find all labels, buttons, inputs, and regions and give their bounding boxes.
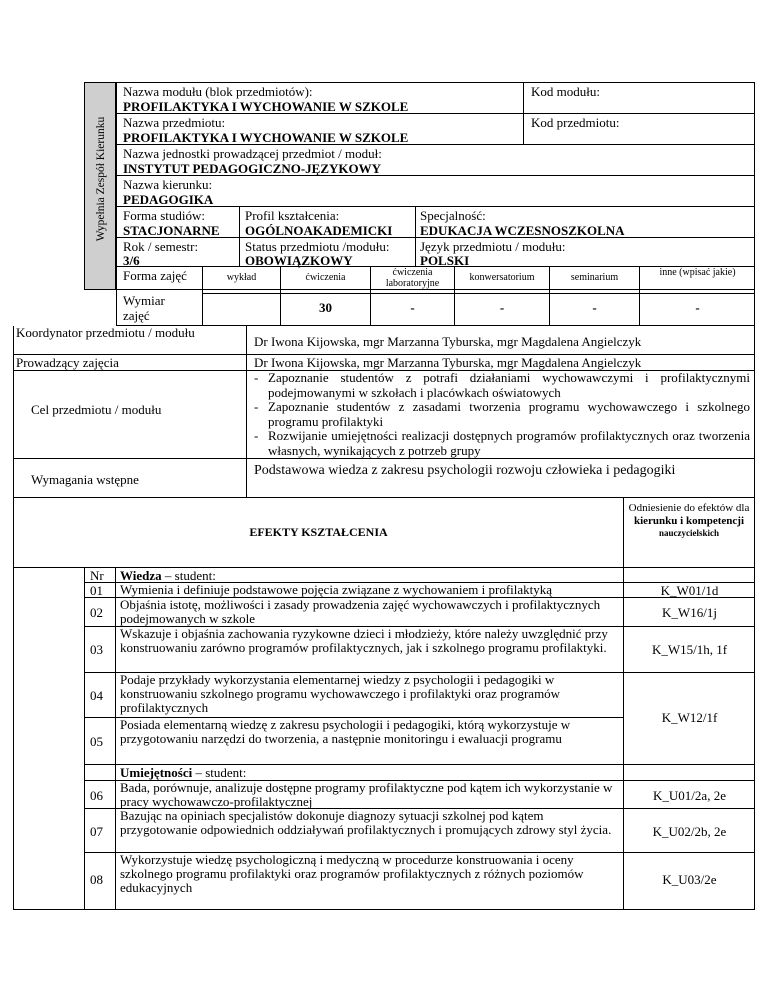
field-value: PEDAGOGIKA — [123, 192, 214, 207]
row-nr: 04 — [90, 688, 103, 703]
ref-header — [626, 502, 752, 540]
row-text: Objaśnia istotę, możliwości i zasady prowadzenia zajęć wychowawczych i profilaktycznych podejmowanych w szkole — [120, 597, 601, 627]
row-text: Wykorzystuje wiedzę psychologiczną i medyczną w procedurze konstruowania i oceny szkolnego programu profilaktyki oraz programów profilaktycznych z różnych poziomów edukacyjnych — [120, 852, 584, 896]
hours-exercises: 30 — [319, 300, 332, 315]
classes-label: Forma zajęć — [123, 268, 187, 283]
skills-header — [120, 765, 246, 780]
hours-conversatory: - — [499, 300, 505, 315]
effects-title: EFEKTY KSZTAŁCENIA — [249, 525, 388, 539]
knowledge-label: Wiedza — [120, 568, 162, 583]
sidebar-label: Wypełnia Zespół Kierunku — [95, 116, 107, 242]
skills-label: Umiejętności — [120, 765, 193, 780]
study-form-label: Forma studiów: — [123, 208, 205, 223]
row-ref: K_W15/1h, 1f — [651, 642, 728, 657]
type-conversatory: konwersatorium — [469, 272, 535, 283]
requirements-value: Podstawowa wiedza z zakresu psychologii rozwoju człowieka i pedagogiki — [254, 463, 676, 478]
ref-header-line3: nauczycielskich — [659, 528, 719, 538]
divider — [84, 568, 85, 910]
hours-seminar: - — [592, 300, 597, 315]
type-seminar: seminarium — [570, 272, 619, 283]
year-value: 3/6 — [123, 253, 140, 268]
language-value: POLSKI — [420, 253, 470, 268]
specialty-label: Specjalność: — [420, 208, 486, 223]
year-label: Rok / semestr: — [123, 239, 199, 254]
divider — [246, 326, 247, 498]
goals-label: Cel przedmiotu / modułu — [31, 402, 162, 417]
nr-label: Nr — [90, 568, 104, 583]
profile-label: Profil kształcenia: — [245, 208, 340, 223]
row-ref: K_U02/2b, 2e — [652, 824, 727, 839]
coordinator-label: Koordynator przedmiotu / modułu — [16, 325, 195, 340]
ref-header-line1: Odniesienie do efektów dla — [628, 502, 750, 514]
row-text: Podaje przykłady wykorzystania elementarnej wiedzy z psychologii i pedagogiki w konstruowaniu szkolnego programu wychowawczego i profilaktyki oraz programów profilaktycznych — [120, 672, 561, 716]
study-form-value: STACJONARNE — [123, 223, 220, 238]
divider — [13, 458, 755, 459]
unit-label: Nazwa jednostki prowadzącej przedmiot / moduł: — [123, 146, 382, 161]
type-other: inne (wpisać jakie) — [659, 267, 736, 278]
divider — [623, 498, 624, 568]
knowledge-header — [120, 568, 216, 583]
divider — [239, 206, 240, 266]
subject-code-label: Kod przedmiotu: — [531, 115, 620, 130]
language-label: Język przedmiotu / modułu: — [420, 239, 566, 254]
module-code-label: Kod modułu: — [531, 84, 600, 99]
hours-lab: - — [410, 300, 415, 315]
row-nr: 02 — [90, 605, 103, 620]
row-nr: 07 — [90, 824, 103, 839]
row-text: Posiada elementarną wiedzę z zakresu psychologii i pedagogiki, którą wykorzystuje w przygotowaniu narzędzi do tworzenia, a następnie monitoringu i ewaluacji programu — [120, 717, 571, 747]
coordinator-value: Dr Iwona Kijowska, mgr Marzanna Tyburska, mgr Magdalena Angielczyk — [254, 334, 642, 349]
type-lab: ćwiczenia laboratoryjne — [385, 267, 440, 289]
hours-label: Wymiar zajęć — [123, 293, 165, 323]
unit-value: INSTYTUT PEDAGOGICZNO-JĘZYKOWY — [123, 161, 381, 176]
row-text: Bada, porównuje, analizuje dostępne programy profilaktyczne pod kątem ich wykorzystanie w pracy wychowawczo-profilaktycznej — [120, 780, 613, 810]
subject-label: Nazwa przedmiotu: — [123, 115, 226, 130]
row-nr: 05 — [90, 734, 103, 749]
type-exercises: ćwiczenia — [305, 272, 346, 283]
row-ref: K_W12/1f — [661, 710, 718, 725]
divider — [115, 568, 116, 910]
sidebar-strip — [84, 82, 116, 290]
row-text: Wymienia i definiuje podstawowe pojęcia związane z wychowaniem i profilaktyką — [120, 582, 553, 597]
profile-value: OGÓLNOAKADEMICKI — [245, 223, 393, 238]
ref-header-line2: kierunku i kompetencji — [633, 514, 744, 527]
divider — [415, 206, 416, 266]
subject-value: PROFILAKTYKA I WYCHOWANIE W SZKOLE — [123, 130, 409, 145]
module-label: Nazwa modułu (blok przedmiotów): — [123, 84, 313, 99]
goal-item: - Rozwijanie umiejętności realizacji dostępnych programów profilaktycznych oraz tworzenia własnych, wynikających z potrzeb grupy — [250, 429, 750, 458]
knowledge-suffix: – student: — [161, 568, 216, 583]
row-ref: K_W16/1j — [662, 605, 717, 620]
goal-item: - Zapoznanie studentów z zasadami tworzenia programu wychowawczego i szkolnego programu profilaktyki — [250, 400, 750, 429]
skills-suffix: – student: — [192, 765, 247, 780]
row-nr: 08 — [90, 872, 103, 887]
row-ref: K_U01/2a, 2e — [653, 788, 726, 803]
goal-item: - Zapoznanie studentów z potrafi działaniami wychowawczymi i profilaktycznymi podejmowanymi w szkołach i placówkach oświatowych — [250, 371, 750, 400]
row-text: Wskazuje i objaśnia zachowania ryzykowne dzieci i młodzieży, które należy uwzględnić przy konstruowaniu zarówno programów profilaktycznych, jak i szkolnego programu profilaktyki. — [120, 626, 608, 656]
type-lecture: wykład — [226, 272, 257, 283]
status-label: Status przedmiotu /modułu: — [245, 239, 390, 254]
row-ref: K_W01/1d — [660, 583, 719, 598]
row-nr: 06 — [90, 788, 103, 803]
requirements-label: Wymagania wstępne — [31, 472, 139, 487]
specialty-value: EDUKACJA WCZESNOSZKOLNA — [420, 223, 625, 238]
hours-other: - — [695, 300, 700, 315]
row-ref: K_U03/2e — [662, 872, 717, 887]
teachers-label: Prowadzący zajęcia — [16, 355, 119, 370]
field-label: Nazwa kierunku: — [123, 177, 213, 192]
row-text: Bazując na opiniach specjalistów dokonuje diagnozy sytuacji szkolnej pod kątem przygotowanie odpowiednich oddziaływań profilaktycznych i promujących zdrowy styl życia. — [120, 808, 612, 838]
teachers-value: Dr Iwona Kijowska, mgr Marzanna Tyburska, mgr Magdalena Angielczyk — [254, 355, 642, 370]
goals-list — [250, 371, 750, 458]
module-value: PROFILAKTYKA I WYCHOWANIE W SZKOLE — [123, 99, 409, 114]
status-value: OBOWIĄZKOWY — [245, 253, 353, 268]
row-nr: 03 — [90, 642, 103, 657]
row-nr: 01 — [90, 583, 103, 598]
